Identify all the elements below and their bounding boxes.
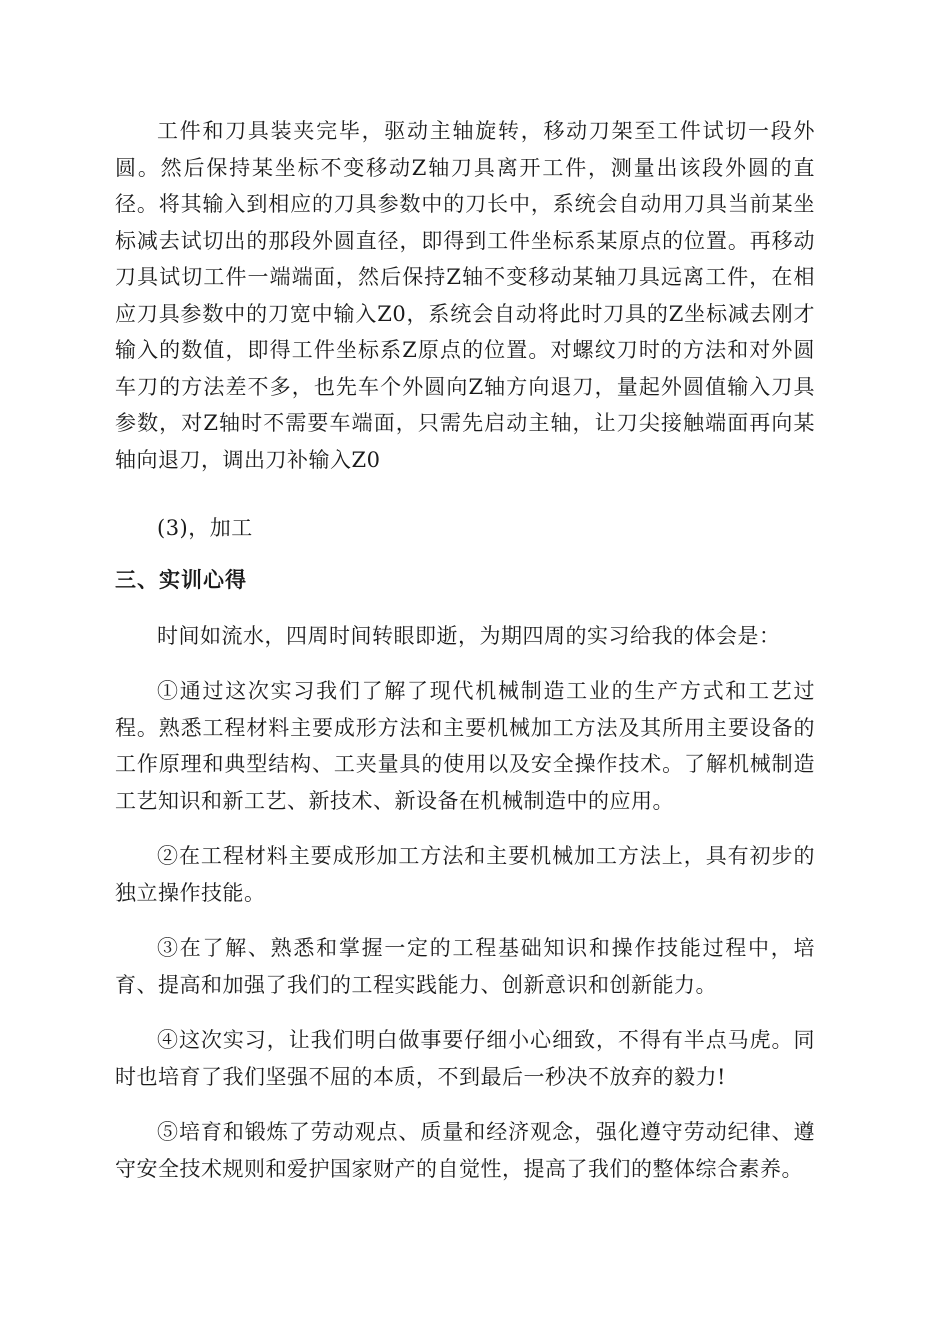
section-heading: 三、实训心得 (115, 568, 247, 592)
paragraph-point-1: ①通过这次实习我们了解了现代机械制造工业的生产方式和工艺过程。熟悉工程材料主要成形方法和主要机械加工方法及其所用主要设备的工作原理和典型结构、工夹量具的使用以及安全操作技术。了解机械制造工艺知识和新工艺、新技术、新设备在机械制造中的应用。 (115, 679, 815, 813)
paragraph-point-4: ④这次实习，让我们明白做事要仔细小心细致，不得有半点马虎。同时也培育了我们坚强不屈的本质，不到最后一秒决不放弃的毅力! (115, 1028, 815, 1089)
paragraph-machining-step: (3)，加工 (157, 516, 253, 540)
paragraph-tool-setting: 工件和刀具装夹完毕，驱动主轴旋转，移动刀架至工件试切一段外圆。然后保持某坐标不变移动Z轴刀具离开工件，测量出该段外圆的直径。将其输入到相应的刀具参数中的刀长中，系统会自动用刀具当前某坐标减去试切出的那段外圆直径，即得到工件坐标系某原点的位置。再移动刀具试切工件一端端面，然后保持Z轴不变移动某轴刀具远离工件，在相应刀具参数中的刀宽中输入Z0，系统会自动将此时刀具的Z坐标减去刚才输入的数值，即得工件坐标系Z原点的位置。对螺纹刀时的方法和对外圆车刀的方法差不多，也先车个外圆向Z轴方向退刀，量起外圆值输入刀具参数，对Z轴时不需要车端面，只需先启动主轴，让刀尖接触端面再向某轴向退刀，调出刀补输入Z0 (115, 119, 815, 472)
paragraph-intro: 时间如流水，四周时间转眼即逝，为期四周的实习给我的体会是： (157, 624, 781, 648)
paragraph-point-2: ②在工程材料主要成形加工方法和主要机械加工方法上，具有初步的独立操作技能。 (115, 844, 815, 905)
paragraph-point-3: ③在了解、熟悉和掌握一定的工程基础知识和操作技能过程中，培育、提高和加强了我们的工程实践能力、创新意识和创新能力。 (115, 936, 815, 997)
paragraph-point-5: ⑤培育和锻炼了劳动观点、质量和经济观念，强化遵守劳动纪律、遵守安全技术规则和爱护国家财产的自觉性，提高了我们的整体综合素养。 (115, 1120, 815, 1181)
